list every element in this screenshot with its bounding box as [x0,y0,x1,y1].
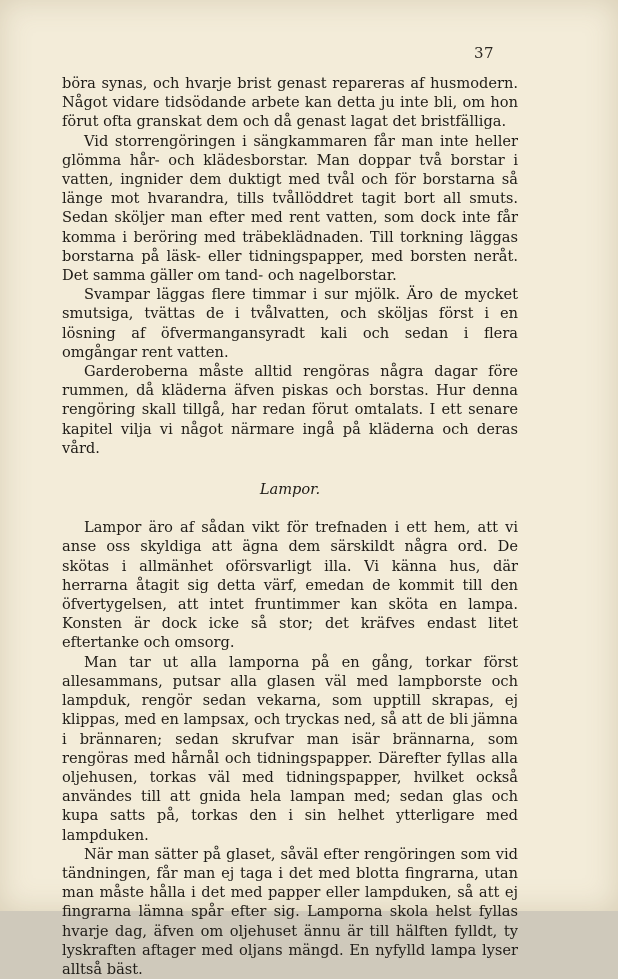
page-number: 37 [474,44,495,62]
paragraph: När man sätter på glaset, såväl efter rengöringen som vid tändningen, får man ej taga i det med blotta fingrarna, utan man måste hålla i det med papper eller lampduken, så att ej fingrarna lämna spår efter sig. Lamporna skola helst fyllas hvarje dag, äfven om oljehuset ännu är till hälften fylldt, ty lyskraften aftager med oljans mängd. En nyfylld lampa lyser alltså bäst. [62,845,518,978]
paragraph: Man tar ut alla lamporna på en gång, torkar först allesammans, putsar alla glasen väl med lampborste och lampduk, rengör sedan vekarna, som upptill skrapas, ej klippas, med en lampsax, och tryckas ned, så att de bli jämna i brännaren; sedan skrufvar man isär brännarna, som rengöras med hårnål och tidningspapper. Därefter fyllas alla oljehusen, torkas väl med tidningspapper, hvilket också användes till att gnida hela lampan med; sedan glas och kupa satts på, torkas den i sin helhet ytterligare med lampduken. [62,653,518,844]
section-heading: Lampor. [259,481,321,499]
paragraph: Svampar läggas flere timmar i sur mjölk. Äro de mycket smutsiga, tvättas de i tvålvatten, och sköljas först i en lösning af öfvermangansyradt kali och sedan i flera omgångar rent vatten. [62,286,518,361]
paragraph: Garderoberna måste alltid rengöras några dagar före rummen, då kläderna äfven piskas och borstas. Hur denna rengöring skall tillgå, har redan förut omtalats. I ett senare kapitel vilja vi något närmare ingå på kläderna och deras vård. [62,363,518,457]
page-text [62,74,518,979]
paragraph: Vid storrengöringen i sängkammaren får man inte heller glömma hår- och klädesborstar. Man doppar två borstar i vatten, ingnider dem duktigt med tvål och för borstarna så länge mot hvarandra, tills tvållöddret tagit bort all smuts. Sedan sköljer man efter med rent vatten, som dock inte får komma i beröring med träbeklädnaden. Till torkning läggas borstarna på läsk- eller tidningspapper, med borsten neråt. Det samma gäller om tand- och nagelborstar. [62,132,518,285]
paragraph: böra synas, och hvarje brist genast repareras af husmodern. Något vidare tidsödande arbete kan detta ju inte bli, om hon förut ofta granskat dem och då genast lagat det bristfälliga. [62,75,518,131]
paragraph: Lampor äro af sådan vikt för trefnaden i ett hem, att vi anse oss skyldiga att ägna dem särskildt några ord. De skötas i allmänhet oförsvarligt illa. Vi känna hus, där herrarna åtagit sig detta värf, emedan de kommit till den öfvertygelsen, att intet fruntimmer kan sköta en lampa. Konsten är dock icke så stor; det kräfves endast litet eftertanke och omsorg. [62,519,518,652]
